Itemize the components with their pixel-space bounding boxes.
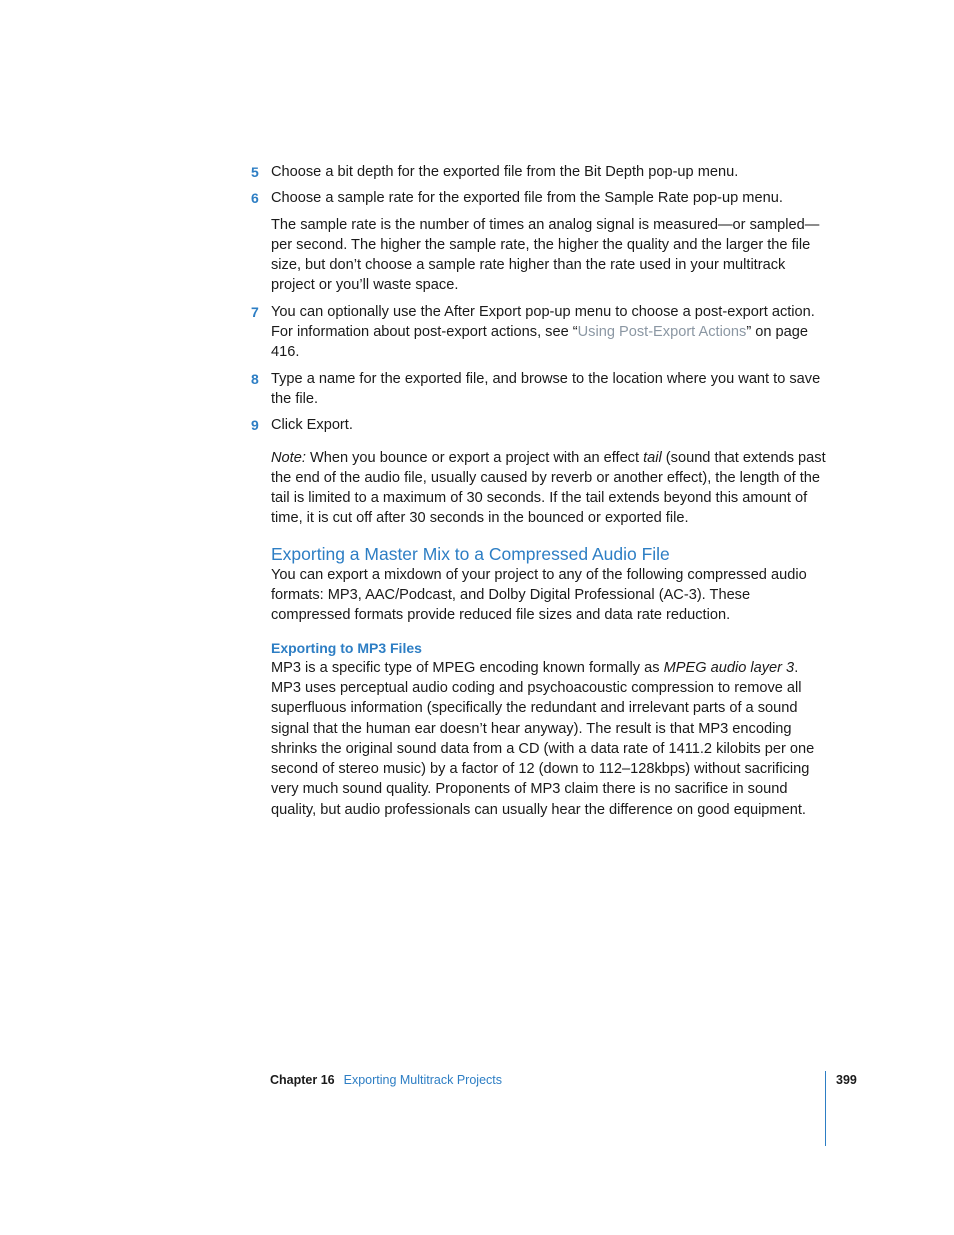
step-text-before: You can optionally use the After Export pop-up menu to choose a post-export action. For information about post-export actions, see “ — [271, 303, 815, 341]
step-text: Click Export. — [271, 417, 353, 434]
mp3-text-after: . MP3 uses perceptual audio coding and psychoacoustic compression to remove all superfluous information (specifically the redundant and irrelevant parts of a sound signal that the human ear doesn’t hear anyway). The result is that MP3 encoding shrinks the original sound data from a CD (with a data rate of 1411.2 kilobits per one second of stereo music) by a factor of 12 (down to 112–128kbps) without sacrificing very much sound quality. Proponents of MP3 claim there is no sacrifice in sound quality, but audio professionals can usually hear the difference on good equipment. — [271, 659, 815, 818]
note-text-before: When you bounce or export a project with an effect — [305, 449, 644, 466]
subsection-heading: Exporting to MP3 Files — [271, 639, 422, 656]
step-8 — [251, 369, 831, 410]
step-text: Type a name for the exported file, and browse to the location where you want to save the file. — [271, 370, 821, 407]
step-number: 6 — [251, 190, 259, 207]
note-paragraph — [271, 448, 831, 529]
page-body — [251, 162, 831, 826]
mp3-italic-term: MPEG audio layer 3 — [663, 659, 795, 676]
chapter-title: Exporting Multitrack Projects — [343, 1073, 502, 1087]
note-italic-term: tail — [643, 449, 662, 466]
step-text-after: ” on page 416. — [271, 324, 809, 361]
page-number: 399 — [836, 1073, 857, 1087]
post-export-actions-link[interactable]: Using Post-Export Actions — [577, 324, 747, 341]
mp3-paragraph — [271, 658, 831, 820]
step-5 — [251, 162, 831, 182]
page-footer — [270, 1072, 502, 1088]
footer-divider — [825, 1071, 826, 1146]
note-text-after: (sound that extends past the end of the audio file, usually caused by reverb or another effect), the length of the tail is limited to a maximum of 30 seconds. If the tail extends beyond this amount of time, it is cut off after 30 seconds in the bounced or exported file. — [271, 449, 826, 527]
step-text: Choose a sample rate for the exported file from the Sample Rate pop-up menu. — [271, 190, 783, 207]
chapter-label: Chapter 16 — [270, 1073, 335, 1087]
step-text: Choose a bit depth for the exported file from the Bit Depth pop-up menu. — [271, 164, 739, 180]
step-number: 8 — [251, 370, 259, 387]
sample-rate-paragraph: The sample rate is the number of times an analog signal is measured—or sampled— per second. The higher the sample rate, the higher the quality and the larger the file size, but don’t choose a sample rate higher than the rate used in your multitrack project or you’ll waste space. — [271, 216, 820, 294]
step-6 — [251, 188, 831, 208]
step-7 — [251, 302, 831, 363]
step-number: 9 — [251, 417, 259, 434]
note-label: Note: — [271, 449, 306, 466]
step-number: 7 — [251, 303, 259, 320]
section-intro: You can export a mixdown of your project to any of the following compressed audio formats: MP3, AAC/Podcast, and Dolby Digital Professional (AC-3). These compressed formats provide reduced file sizes and data rate reduction. — [271, 566, 807, 624]
step-number: 5 — [251, 164, 259, 180]
section-heading: Exporting a Master Mix to a Compressed Audio File — [271, 543, 670, 564]
mp3-text-before: MP3 is a specific type of MPEG encoding known formally as — [271, 659, 664, 676]
step-9 — [251, 415, 831, 435]
